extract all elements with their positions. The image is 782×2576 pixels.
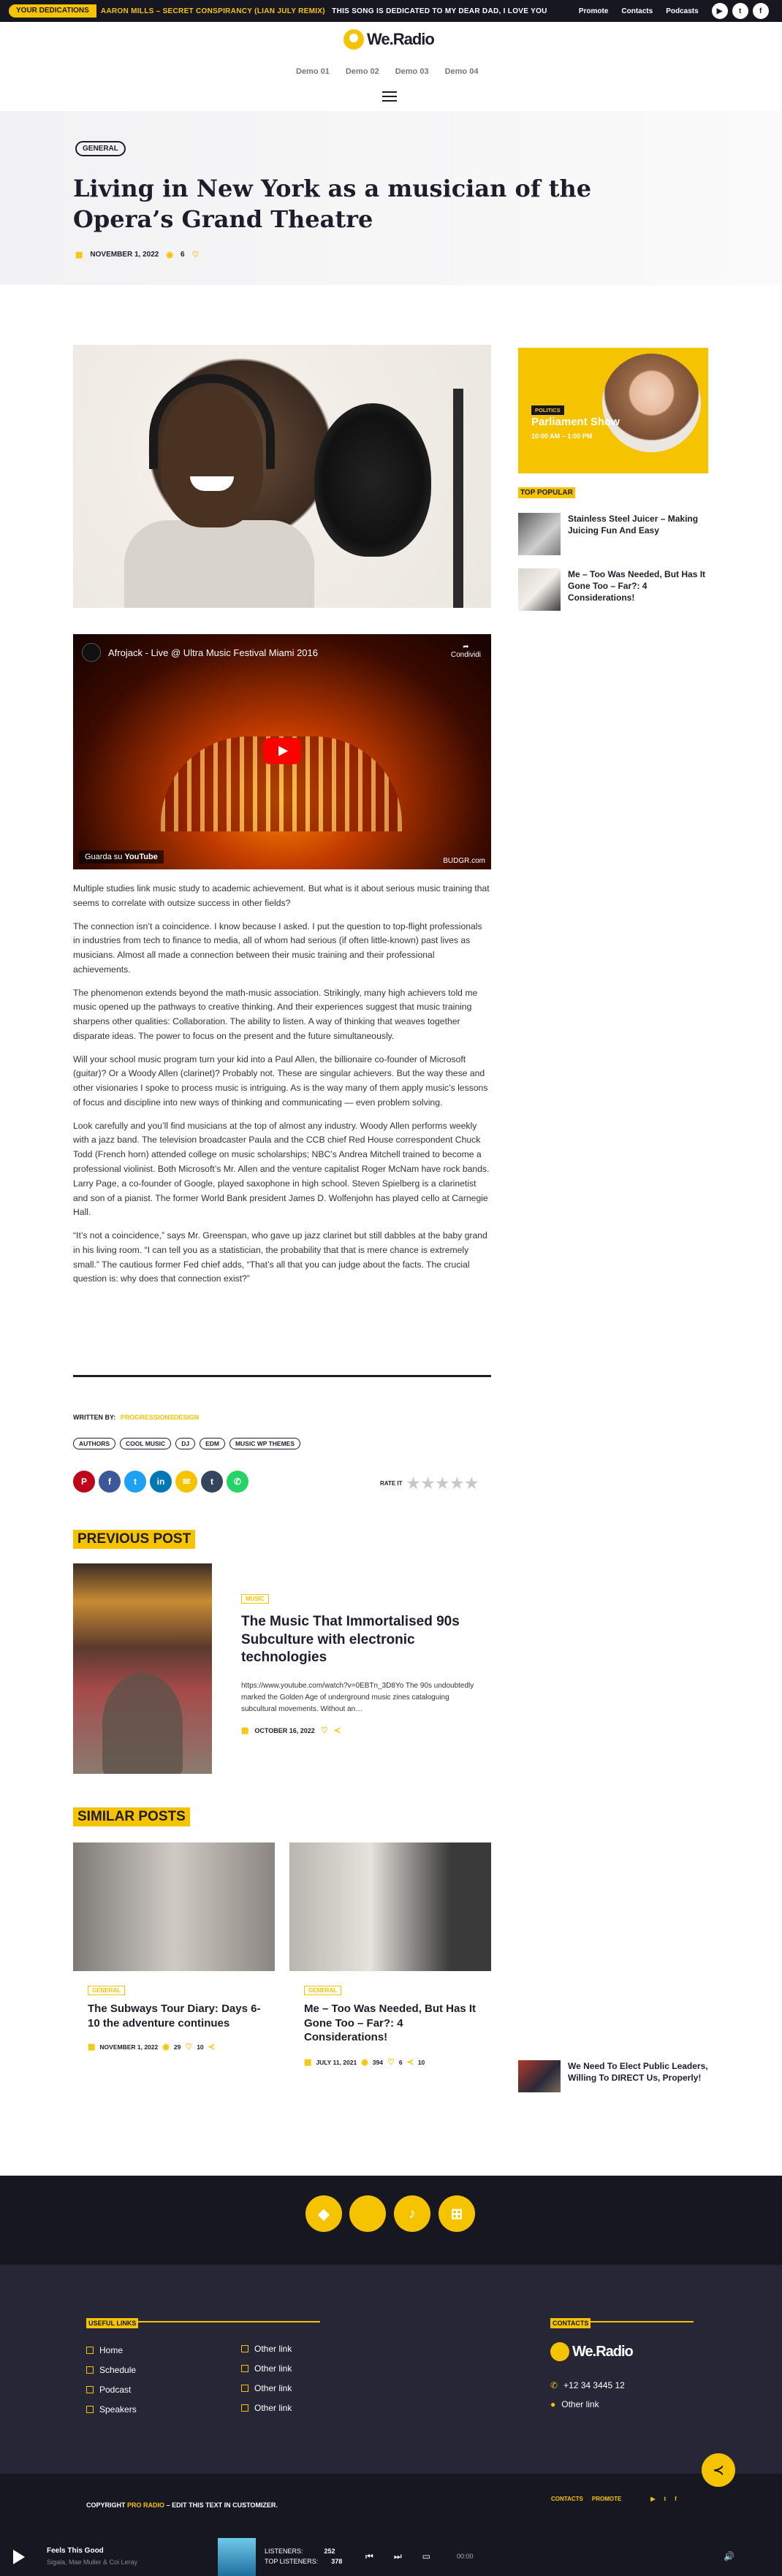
share-icon[interactable]: ≺ [406,2058,414,2067]
listeners-info: LISTENERS: 252 TOP LISTENERS: 378 [265,2548,343,2565]
share-icon[interactable]: ≺ [702,2453,735,2487]
post-date: NOVEMBER 1, 2022 [90,251,159,259]
top-bar [0,0,782,22]
article-paragraph: Will your school music program turn your kid into a Paul Allen, the billionaire co-founder of Microsoft (guitar)? Or a Woody Allen (clarinet)? Probably not. These are singular achievers. But the way these and other visionaries I spoke to process music is intriguing. As is the way many of them apply music’s lessons of focus and discipline into new ways of thinking and communicating — even problem solving. [73,1053,488,1108]
similar-post-meta [304,2057,425,2067]
tag[interactable]: AUTHORS [73,1438,115,1449]
article-paragraph: Multiple studies link music study to academic achievement. But what is it about serious music training that seems to correlate with outsize success in other fields? [73,883,490,908]
track-title: Feels This Good [47,2547,104,2555]
footer-link[interactable]: ● Other link [550,2399,599,2409]
play-button[interactable] [263,738,301,764]
show-time: 10:00 AM – 1:00 PM [531,432,593,440]
footer-link[interactable]: Other link [241,2363,292,2374]
menu-icon[interactable] [382,91,397,104]
similar-post-image[interactable] [289,1843,491,1971]
similar-post-date: NOVEMBER 1, 2022 [99,2043,159,2051]
footer-nav-promote[interactable]: PROMOTE [591,2496,622,2502]
calendar-icon: ▦ [88,2043,96,2051]
twitter-icon[interactable]: t [732,3,748,19]
calendar-icon: ▦ [241,1726,249,1735]
volume-icon[interactable]: 🔊 [724,2551,734,2561]
heart-icon[interactable]: ♡ [320,1726,328,1735]
tag[interactable]: COOL MUSIC [120,1438,171,1449]
youtube-icon[interactable]: ▶ [712,3,728,19]
show-category: POLITICS [531,405,564,415]
top-nav-podcasts[interactable]: Podcasts [666,7,699,15]
similar-post-title[interactable]: The Subways Tour Diary: Days 6-10 the adventure continues [88,2003,261,2030]
whatsapp-icon[interactable]: ✆ [227,1471,248,1493]
similar-post-meta [88,2042,215,2051]
ticker-highlight: AARON MILLS – SECRET CONSPIRANCY (LIAN JULY REMIX) [100,7,325,15]
audio-player [0,2538,782,2576]
tag-list [73,1438,300,1449]
similar-post-shares: 10 [417,2058,425,2066]
similar-post-category[interactable]: GENERAL [88,1986,125,1995]
similar-post-image[interactable] [73,1843,275,1971]
rating [380,1474,479,1493]
footer-link[interactable]: Home [86,2345,123,2355]
copyright-text: COPYRIGHT PRO RADIO – EDIT THIS TEXT IN CUSTOMIZER. [86,2501,278,2509]
previous-post-category[interactable]: MUSIC [241,1594,269,1604]
author-name[interactable]: PROGRESSIONSDESIGN [120,1414,200,1421]
facebook-icon[interactable]: f [99,1471,121,1493]
similar-post-views: 394 [372,2058,383,2066]
similar-post-title[interactable]: Me – Too Was Needed, But Has It Gone Too – Far?: 4 Considerations! [304,2003,477,2043]
nav-demo-01[interactable]: Demo 01 [296,67,330,76]
calendar-icon: ▦ [75,251,83,259]
previous-post-date: OCTOBER 16, 2022 [254,1726,315,1734]
show-promo-card[interactable] [518,348,708,473]
share-buttons [73,1471,248,1493]
views-icon: ◉ [162,2043,170,2051]
rating-label: RATE IT [380,1480,403,1487]
share-button[interactable] [451,643,481,659]
section-title: SIMILAR POSTS [73,1807,190,1826]
top-social [712,3,769,19]
post-thumbnail [518,568,561,611]
facebook-icon[interactable]: f [675,2496,677,2502]
youtube-icon[interactable]: ▶ [650,2496,656,2502]
post-title: Me – Too Was Needed, But Has It Gone Too – Far?: 4 Considerations! [568,569,706,603]
previous-post-image[interactable] [73,1563,212,1774]
video-watermark: BUDGR.com [443,857,485,865]
post-title: We Need To Elect Public Leaders, Willing To DIRECT Us, Properly! [568,2061,708,2084]
video-embed[interactable] [73,634,491,869]
top-nav-contacts[interactable]: Contacts [621,7,653,15]
youtube-brand: YouTube [124,853,158,861]
previous-post-excerpt: https://www.youtube.com/watch?v=0EBTn_3D8Yo The 90s undoubtedly marked the Golden Age of underground music zines cataloguing subcultural movements. Without an… [241,1682,474,1713]
channel-avatar[interactable] [82,643,101,662]
main-nav [296,67,478,76]
calendar-icon: ▦ [304,2058,312,2067]
bullet-icon [241,2365,248,2372]
cast-icon[interactable]: ▭ [422,2551,430,2561]
footer-link[interactable]: Other link [241,2383,292,2393]
article-paragraph: The connection isn’t a coincidence. I know because I asked. I put the question to top-flight professionals in industries from tech to finance to media, all of whom had serious (if often little-known) past lives as musicians. Almost all made a connection between their music training and their professional achievements. [73,921,482,975]
tumblr-icon[interactable]: t [201,1471,223,1493]
post-thumbnail [518,2060,561,2092]
dedications-label[interactable]: YOUR DEDICATIONS [9,4,96,18]
list-item[interactable] [518,2060,708,2092]
top-popular-heading [518,485,708,498]
bullet-icon [86,2386,94,2393]
tag[interactable]: EDM [200,1438,225,1449]
nav-demo-03[interactable]: Demo 03 [395,67,429,76]
footer-link[interactable]: Other link [241,2403,292,2413]
previous-post-title[interactable]: The Music That Immortalised 90s Subculture with electronic technologies [241,1614,460,1666]
heart-icon[interactable]: ♡ [387,2058,395,2067]
album-cover [218,2538,256,2576]
bullet-icon [86,2347,94,2354]
similar-post-category[interactable]: GENERAL [304,1986,341,1995]
host-photo [602,354,701,452]
twitter-icon[interactable]: t [124,1471,146,1493]
article-paragraph: Look carefully and you’ll find musicians at the top of almost any industry. Woody Allen performs weekly with a jazz band. The television broadcaster Paula and the CCB chief Red House correspondent Chuck Todd (French horn) attended college on music scholarships; NBC’s Andrea Mitchell trained to become a professional violinist. Both Microsoft’s Mr. Allen and the venture capitalist Roger McNam have rock bands. Larry Page, a co-founder of Google, played saxophone in high school. Steven Spielberg is a clarinetist and son of a pianist. The former World Bank president James D. Wolfenjohn has played cello at Carnegie Hall. [73,1120,490,1218]
post-thumbnail [518,513,561,555]
previous-icon[interactable]: ⏮ [365,2551,373,2561]
bullet-icon [86,2406,94,2413]
chat-icon: ● [550,2399,556,2409]
heart-icon[interactable]: ♡ [191,251,200,259]
next-icon[interactable]: ⏭ [393,2551,402,2561]
footer-link[interactable]: Other link [241,2344,292,2354]
track-artist: Sigala, Mae Muller & Coi Leray [47,2558,138,2566]
similar-post-date: JULY 11, 2021 [316,2058,357,2066]
apple-icon[interactable] [349,2195,386,2232]
phone-icon: ✆ [550,2380,558,2390]
share-icon: ➦ [463,643,469,651]
player-controls [365,2551,430,2562]
music-app-icon[interactable]: ♪ [394,2195,430,2232]
ticker-text: THIS SONG IS DEDICATED TO MY DEAR DAD, I LOVE YOU [332,7,547,15]
views-icon: ◉ [166,251,173,259]
tag[interactable]: MUSIC WP THEMES [229,1438,300,1449]
footer-link[interactable]: Podcast [86,2385,131,2395]
nav-demo-04[interactable]: Demo 04 [444,67,479,76]
pinterest-icon[interactable]: P [73,1471,95,1493]
views-icon: ◉ [361,2058,368,2067]
top-nav [579,7,699,15]
tag[interactable]: DJ [175,1438,195,1449]
rating-stars[interactable]: ★★★★★ [406,1476,480,1492]
windows-icon[interactable]: ⊞ [439,2195,475,2232]
section-title: TOP POPULAR [518,487,575,498]
twitter-icon[interactable]: t [664,2496,667,2502]
post-views: 6 [180,251,185,259]
footer-link[interactable]: Schedule [86,2365,136,2375]
author-line [73,1414,199,1421]
post-title: Stainless Steel Juicer – Making Juicing Fun And Easy [568,514,699,536]
video-title-bar [82,643,318,662]
similar-post-likes: 10 [197,2043,204,2051]
play-icon[interactable] [13,2550,25,2564]
post-category[interactable]: GENERAL [75,141,126,156]
footer-nav-contacts[interactable]: CONTACTS [551,2496,583,2502]
share-icon[interactable]: ≺ [333,1726,341,1735]
heart-icon[interactable]: ♡ [185,2043,193,2051]
show-name: Parliament Show [531,416,620,428]
site-logo[interactable] [343,29,434,50]
bullet-icon [241,2385,248,2392]
divider [73,1375,491,1377]
logo-icon [343,29,364,50]
previous-post-meta [241,1726,341,1735]
bullet-icon [86,2366,94,2374]
similar-posts-heading [73,1807,491,1826]
featured-image [73,345,491,608]
section-title: PREVIOUS POST [73,1530,195,1549]
share-label: Condividi [450,651,481,659]
post-meta [75,250,199,259]
contacts-heading [550,2316,591,2329]
logo-icon [550,2342,569,2361]
similar-post-likes: 6 [398,2058,403,2066]
facebook-icon[interactable]: f [753,3,769,19]
android-icon[interactable]: ◆ [305,2195,342,2232]
track-time: 00:00 [457,2553,474,2560]
similar-post-views: 29 [173,2043,181,2051]
linkedin-icon[interactable]: in [150,1471,172,1493]
watch-label: Guarda su [85,853,123,861]
video-title[interactable]: Afrojack - Live @ Ultra Music Festival Miami 2016 [108,647,318,658]
footer-link[interactable]: Speakers [86,2404,137,2415]
bullet-icon [241,2404,248,2412]
author-label: WRITTEN BY: [73,1414,116,1421]
top-nav-promote[interactable]: Promote [578,7,609,15]
footer-nav [551,2496,677,2502]
logo-text: We.Radio [367,30,434,48]
footer-logo[interactable] [550,2342,633,2361]
footer-phone[interactable]: ✆ +12 34 3445 12 [550,2380,625,2390]
article-paragraph: The phenomenon extends beyond the math-music association. Strikingly, many high achievers told me music opened up the pathways to creative thinking. And their experiences suggest that music training sharpens other qualities: Collaboration. The ability to listen. A way of thinking that weaves together disparate ideas. The power to focus on the present and the future simultaneously. [73,987,478,1041]
article-body [73,882,491,1295]
article-paragraph: “It’s not a coincidence,” says Mr. Greenspan, who gave up jazz clarinet but still dabbles at the baby grand in his living room. “I can tell you as a statistician, the probability that that is mere chance is extremely small.” The cautious former Fed chief adds, “That’s all that you can judge about the facts. The crucial question is: why does that connection exist?” [73,1230,487,1284]
nav-demo-02[interactable]: Demo 02 [345,67,379,76]
section-title: USEFUL LINKS [86,2318,138,2328]
logo-text: We.Radio [572,2343,633,2360]
previous-post-heading [73,1530,491,1549]
watch-on-youtube[interactable] [79,850,164,864]
list-item[interactable] [518,513,708,555]
share-icon[interactable]: ≺ [208,2043,215,2051]
dedications-ticker [101,7,569,15]
email-icon[interactable]: ✉ [175,1471,197,1493]
page-title: Living in New York as a musician of the Opera’s Grand Theatre [73,175,592,233]
bullet-icon [241,2345,248,2352]
useful-links-heading [86,2316,138,2329]
list-item[interactable] [518,568,708,611]
section-title: CONTACTS [550,2318,591,2328]
